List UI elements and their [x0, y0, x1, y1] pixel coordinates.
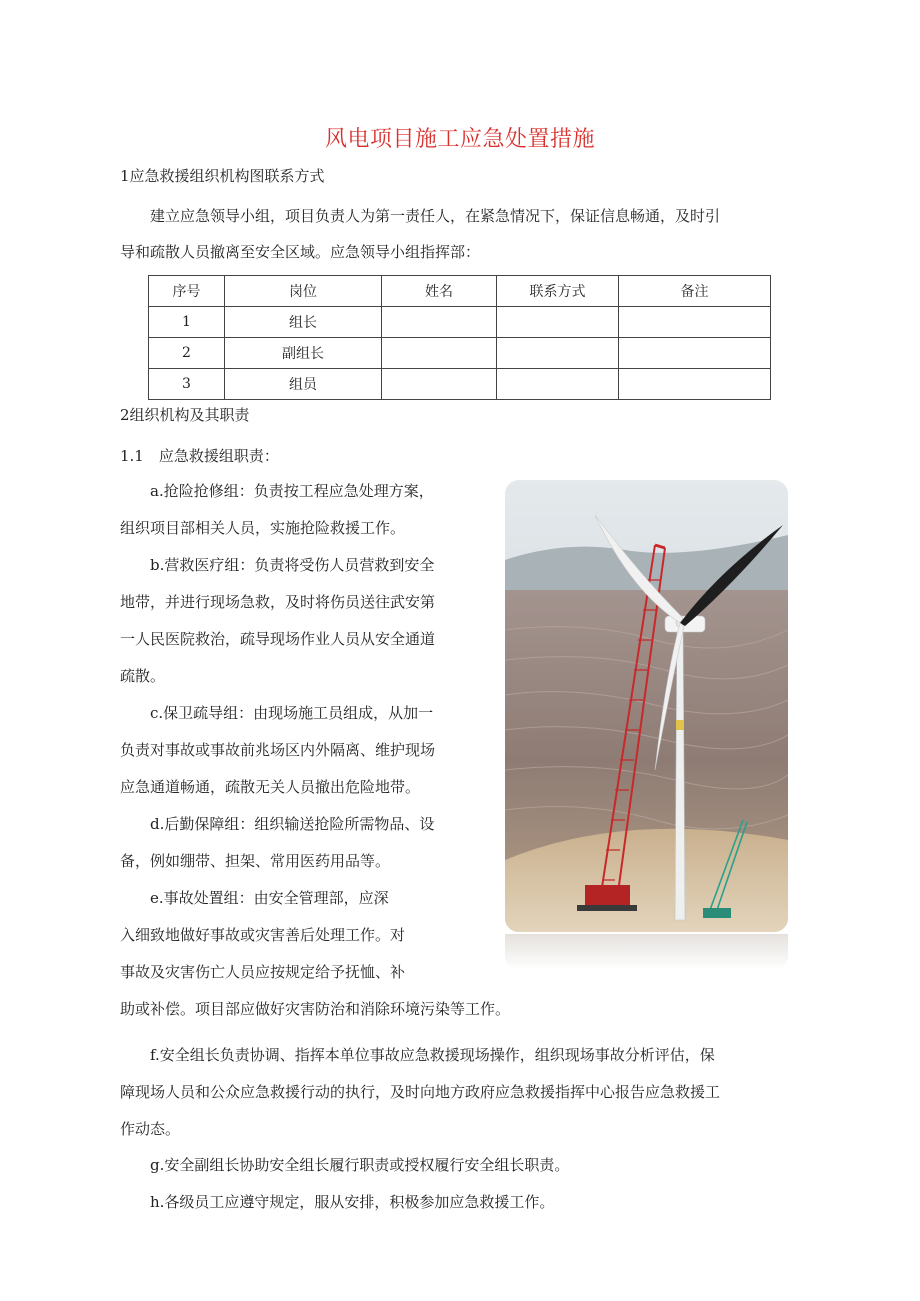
cell-contact	[497, 307, 619, 338]
header-index: 序号	[149, 276, 225, 307]
item-a-line-1: a.抢险抢修组：负责按工程应急处理方案，	[150, 482, 434, 500]
item-b-line-1: b.营救医疗组：负责将受伤人员营救到安全	[150, 556, 435, 574]
cell-index: 1	[149, 307, 225, 338]
header-remark: 备注	[619, 276, 771, 307]
header-position: 岗位	[225, 276, 382, 307]
cell-name	[382, 369, 497, 400]
tower-band	[676, 720, 684, 730]
section-1-heading: 1应急救援组织机构图联系方式	[120, 167, 325, 185]
item-b-line-2: 地带，并进行现场急救，及时将伤员送往武安第	[120, 593, 436, 611]
item-d-line-1: d.后勤保障组：组织输送抢险所需物品、设	[150, 815, 435, 833]
table-row	[149, 307, 771, 338]
header-contact: 联系方式	[497, 276, 619, 307]
item-f-line-1: f.安全组长负责协调、指挥本单位事故应急救援现场操作，组织现场事故分析评估，保	[150, 1046, 715, 1064]
sub-heading-1-1: 1.1 应急救援组职责：	[120, 447, 279, 465]
item-e-line-1: e.事故处置组：由安全管理部，应深	[150, 889, 389, 907]
cell-name	[382, 338, 497, 369]
item-c-line-2: 负责对事故或事故前兆场区内外隔离、维护现场	[120, 741, 436, 759]
item-e-line-3: 事故及灾害伤亡人员应按规定给予抚恤、补	[120, 963, 406, 981]
item-f-line-3: 作动态。	[120, 1120, 181, 1138]
table-header-row	[149, 276, 771, 307]
cell-contact	[497, 338, 619, 369]
document-title: 风电项目施工应急处置措施	[324, 127, 595, 152]
section-2-heading: 2组织机构及其职责	[120, 406, 250, 424]
item-f-line-2: 障现场人员和公众应急救援行动的执行，及时向地方政府应急救援指挥中心报告应急救援工	[120, 1083, 721, 1101]
item-c-line-1: c.保卫疏导组：由现场施工员组成，从加一	[150, 704, 434, 722]
item-b-line-3: 一人民医院救治，疏导现场作业人员从安全通道	[120, 630, 436, 648]
assist-crane-base	[703, 908, 731, 918]
item-g: g.安全副组长协助安全组长履行职责或授权履行安全组长职责。	[150, 1156, 570, 1174]
item-e-line-2: 入细致地做好事故或灾害善后处理工作。对	[120, 926, 406, 944]
item-e-line-4: 助或补偿。项目部应做好灾害防治和消除环境污染等工作。	[120, 1000, 511, 1018]
item-h: h.各级员工应遵守规定，服从安排，积极参加应急救援工作。	[150, 1193, 555, 1211]
cell-contact	[497, 369, 619, 400]
item-a-line-2: 组织项目部相关人员，实施抢险救援工作。	[120, 519, 406, 537]
table-row	[149, 338, 771, 369]
cell-remark	[619, 338, 771, 369]
cell-remark	[619, 369, 771, 400]
cell-position: 组长	[225, 307, 382, 338]
wind-turbine-illustration	[505, 480, 788, 932]
table-row	[149, 369, 771, 400]
header-name: 姓名	[382, 276, 497, 307]
crane-base	[585, 885, 630, 905]
contact-table	[148, 275, 771, 400]
item-d-line-2: 备，例如绷带、担架、常用医药用品等。	[120, 852, 391, 870]
cell-position: 副组长	[225, 338, 382, 369]
cell-remark	[619, 307, 771, 338]
crane-tracks	[577, 905, 637, 911]
cell-position: 组员	[225, 369, 382, 400]
intro-line-1: 建立应急领导小组，项目负责人为第一责任人，在紧急情况下，保证信息畅通，及时引	[150, 207, 721, 225]
cell-index: 3	[149, 369, 225, 400]
item-b-line-4: 疏散。	[120, 667, 166, 685]
wind-turbine-photo	[505, 480, 788, 932]
cell-index: 2	[149, 338, 225, 369]
photo-reflection	[505, 934, 788, 970]
turbine-tower	[675, 625, 685, 920]
intro-line-2: 导和疏散人员撤离至安全区域。应急领导小组指挥部：	[120, 243, 481, 261]
item-c-line-3: 应急通道畅通，疏散无关人员撤出危险地带。	[120, 778, 421, 796]
cell-name	[382, 307, 497, 338]
